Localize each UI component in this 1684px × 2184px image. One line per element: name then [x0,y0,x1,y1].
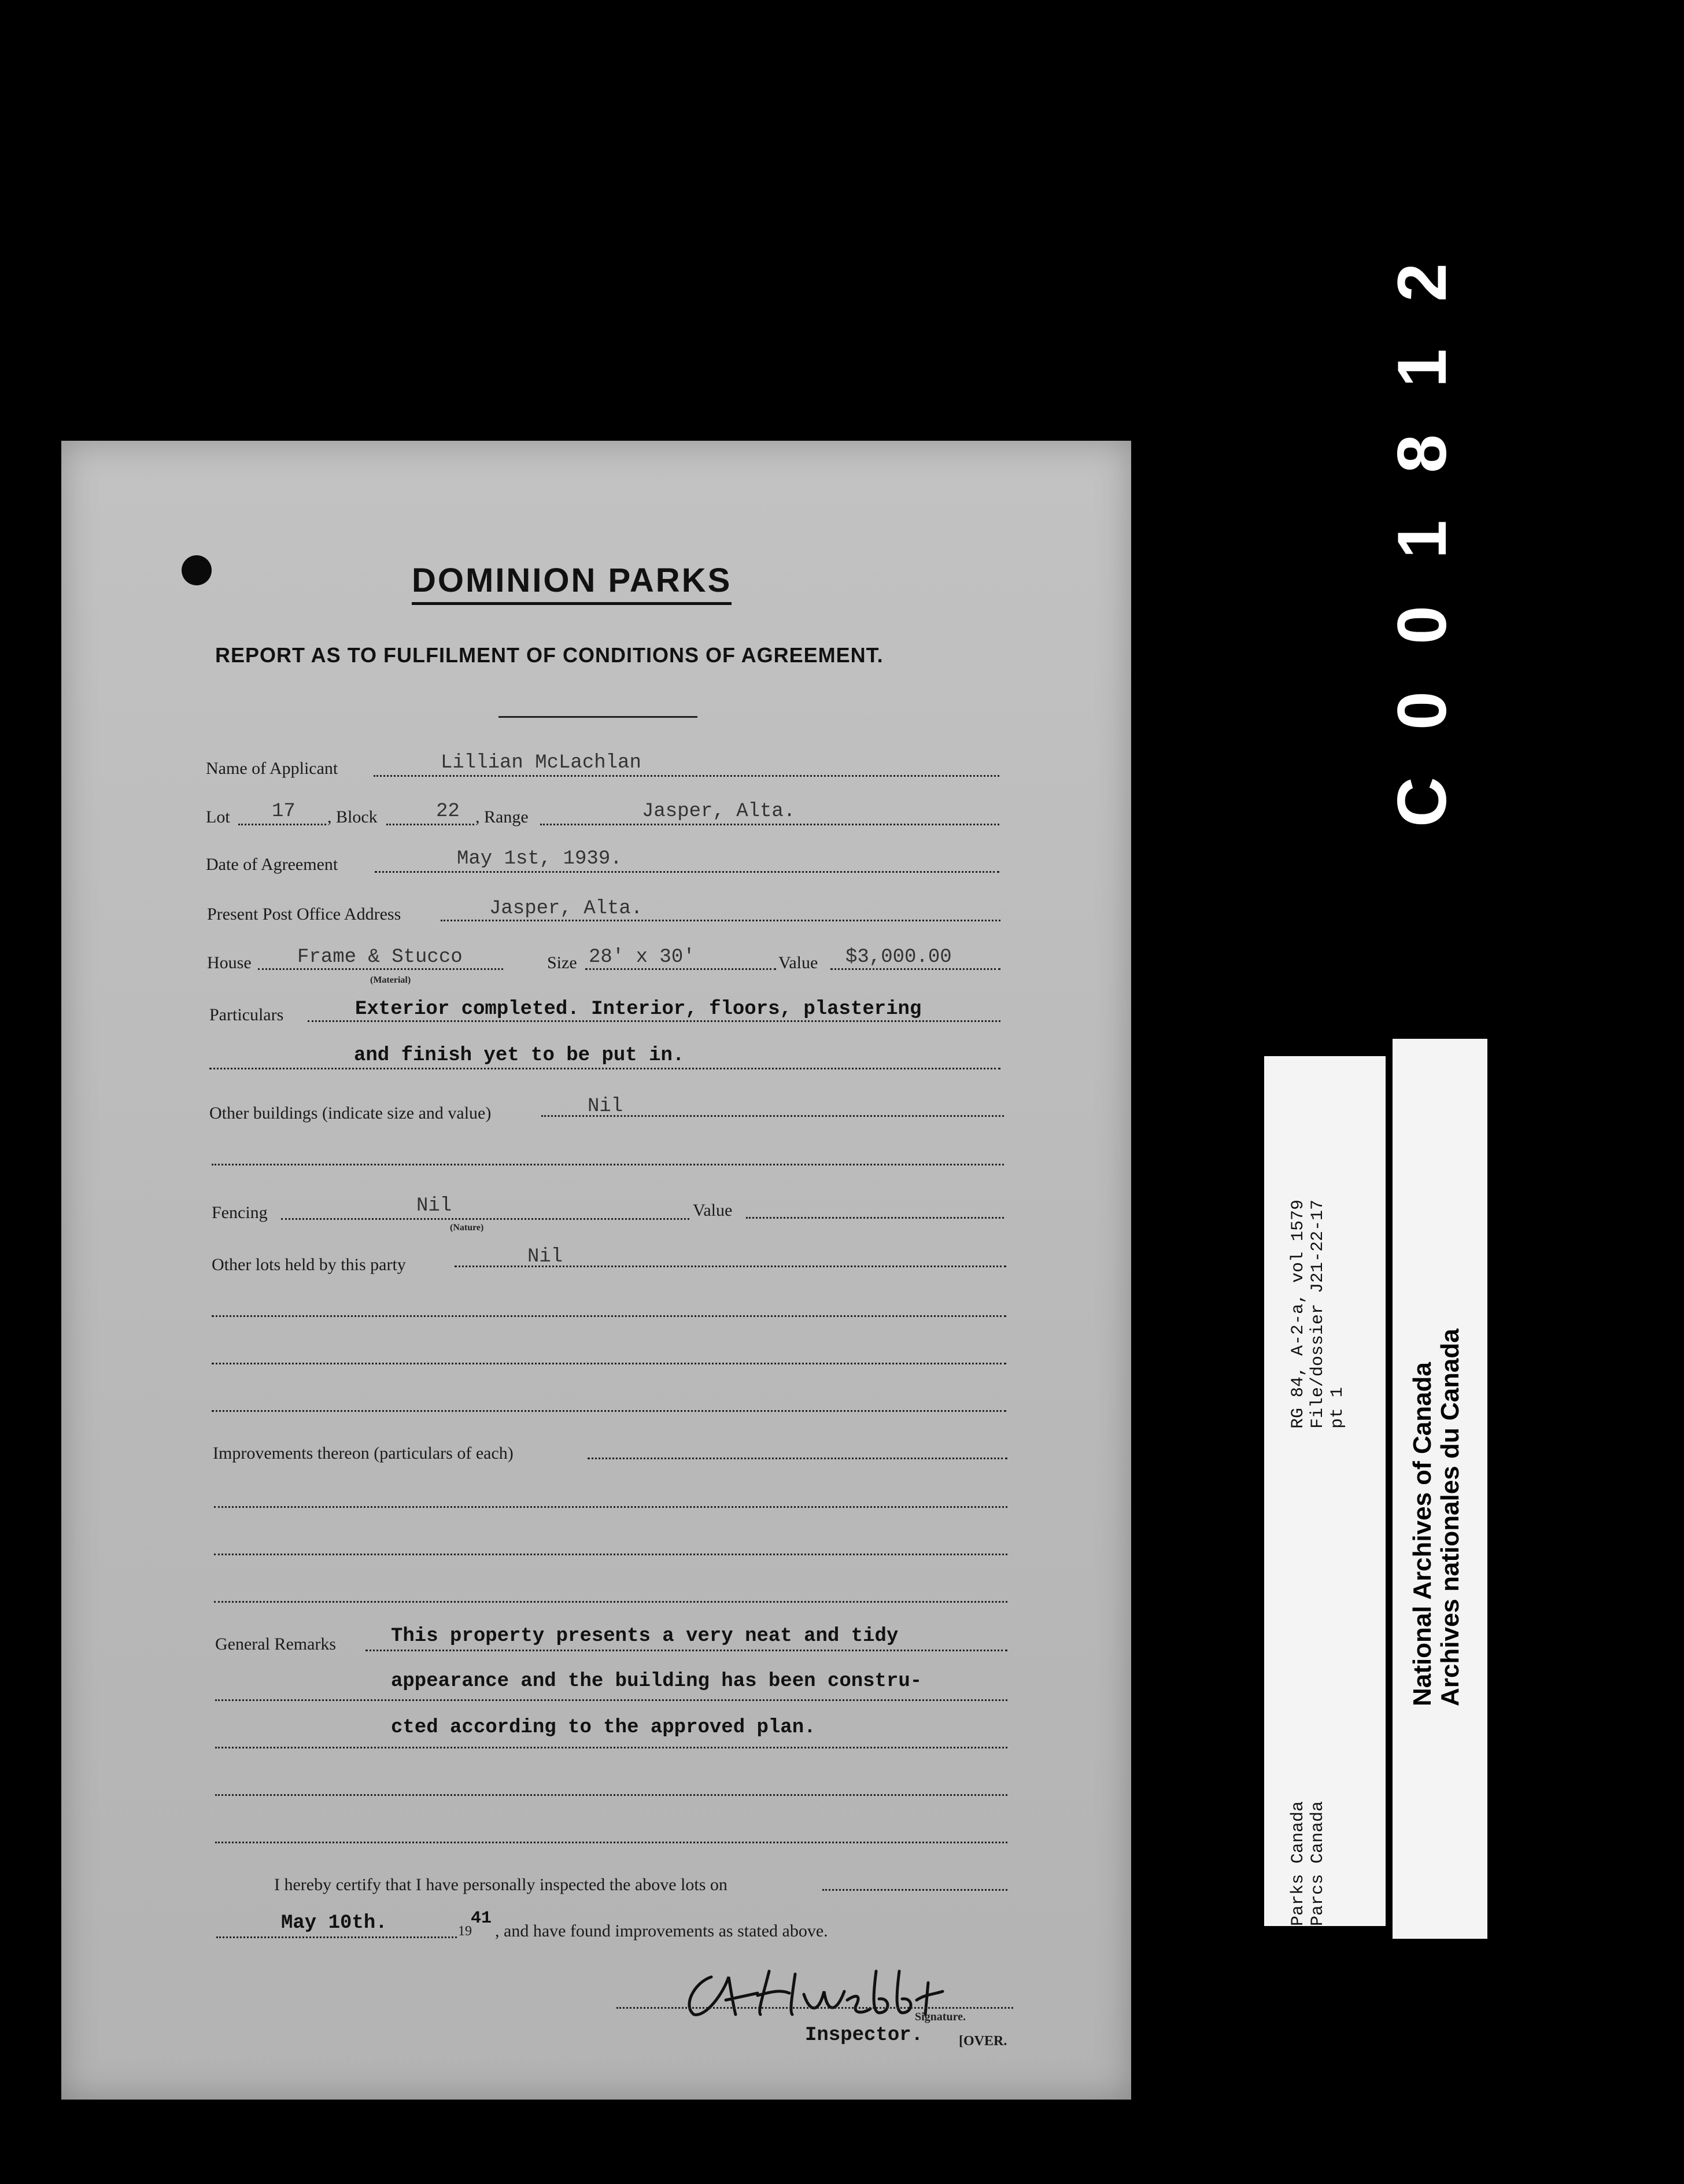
particulars-value-2: and finish yet to be put in. [354,1045,685,1067]
heading-divider [498,716,697,718]
fencing-label: Fencing [212,1203,268,1222]
range-value: Jasper, Alta. [642,800,796,822]
other-lots-line-4 [212,1410,1006,1412]
house-label: House [207,953,252,972]
range-line [540,824,999,825]
punch-hole [182,555,212,585]
address-value: Jasper, Alta. [489,898,643,920]
applicant-line [374,775,999,777]
other-buildings-label: Other buildings (indicate size and value) [209,1104,492,1123]
improvements-line-2 [214,1506,1007,1508]
remarks-line-2 [215,1699,1007,1701]
particulars-line-1 [308,1020,1000,1022]
certify-line [822,1889,1007,1891]
house-value-line [830,968,1000,970]
particulars-value-1: Exterior completed. Interior, floors, plastering [355,998,922,1020]
fencing-line [281,1218,689,1220]
other-lots-line-2 [212,1315,1006,1317]
certify-end-text: , and have found improvements as stated above. [495,1921,828,1940]
remarks-line-3 [215,1747,1007,1748]
lot-label: Lot [206,807,230,827]
remarks-value-2: appearance and the building has been constru- [391,1670,922,1692]
house-material-value: Frame & Stucco [297,946,463,968]
material-caption: (Material) [370,975,411,985]
remarks-value-1: This property presents a very neat and tidy [391,1625,899,1647]
institution-line-2: Archives nationales du Canada [1436,1329,1464,1706]
agency-line-1: Parks Canada [1288,1801,1308,1926]
institution-block [1409,1329,1464,1706]
improvements-label: Improvements thereon (particulars of each) [213,1444,514,1463]
form-heading: DOMINION PARKS [412,561,732,605]
inspection-year-value: 41 [471,1909,492,1928]
inspector-label: Inspector. [805,2024,924,2046]
improvements-line-1 [588,1458,1007,1459]
lot-value: 17 [272,800,296,822]
block-line [386,824,474,825]
other-buildings-line-2 [212,1164,1004,1165]
applicant-value: Lillian McLachlan [441,752,641,774]
form-subheading: REPORT AS TO FULFILMENT OF CONDITIONS OF AGREEMENT. [215,643,884,667]
improvements-line-4 [214,1601,1007,1603]
lot-line [238,824,326,825]
other-buildings-value: Nil [588,1095,623,1117]
film-frame-number: C 0 0 1 8 1 2 [1383,249,1461,827]
signature-caption: Signature. [915,2010,966,2023]
reference-block [1288,1200,1347,1429]
size-value: 28' x 30' [589,946,695,968]
agency-line-2: Parcs Canada [1308,1801,1328,1926]
remarks-line-4 [215,1794,1007,1796]
agency-block [1288,1801,1328,1926]
improvements-line-3 [214,1554,1007,1555]
reference-strip [1264,1056,1386,1926]
reference-line-3: pt 1 [1328,1386,1347,1429]
other-lots-line-3 [212,1363,1006,1364]
particulars-line-2 [209,1068,1000,1069]
block-value: 22 [436,800,460,822]
fencing-value: Nil [416,1195,452,1217]
nature-caption: (Nature) [450,1223,484,1233]
applicant-label: Name of Applicant [206,759,338,778]
fencing-value-label: Value [693,1201,733,1220]
year-prefix: 19 [458,1924,472,1939]
reference-line-2: File/dossier J21-22-17 [1308,1199,1328,1429]
house-line [258,968,503,970]
remarks-label: General Remarks [215,1635,337,1654]
particulars-label: Particulars [209,1005,284,1024]
signature-line [616,2007,1013,2009]
house-value-label: Value [778,953,818,972]
reference-line-1: RG 84, A-2-a, vol 1579 [1288,1199,1308,1429]
institution-line-1: National Archives of Canada [1408,1362,1436,1706]
inspection-date-line [216,1936,457,1938]
other-lots-value: Nil [527,1246,563,1268]
date-agreement-value: May 1st, 1939. [457,848,622,870]
remarks-line-5 [215,1842,1007,1843]
certify-text: I hereby certify that I have personally inspected the above lots on [274,1875,727,1894]
remarks-line-1 [365,1650,1007,1651]
block-label: , Block [327,807,378,827]
over-label: [OVER. [959,2034,1007,2049]
fencing-value-line [746,1217,1004,1219]
range-label: , Range [475,807,529,827]
other-lots-label: Other lots held by this party [212,1255,406,1274]
size-line [585,968,776,970]
inspection-date-value: May 10th. [281,1912,387,1934]
date-agreement-line [375,871,999,873]
size-label: Size [547,953,577,972]
house-value-amount: $3,000.00 [845,946,952,968]
address-line [441,920,1000,921]
address-label: Present Post Office Address [207,905,401,924]
remarks-value-3: cted according to the approved plan. [391,1717,816,1739]
date-agreement-label: Date of Agreement [206,855,338,874]
